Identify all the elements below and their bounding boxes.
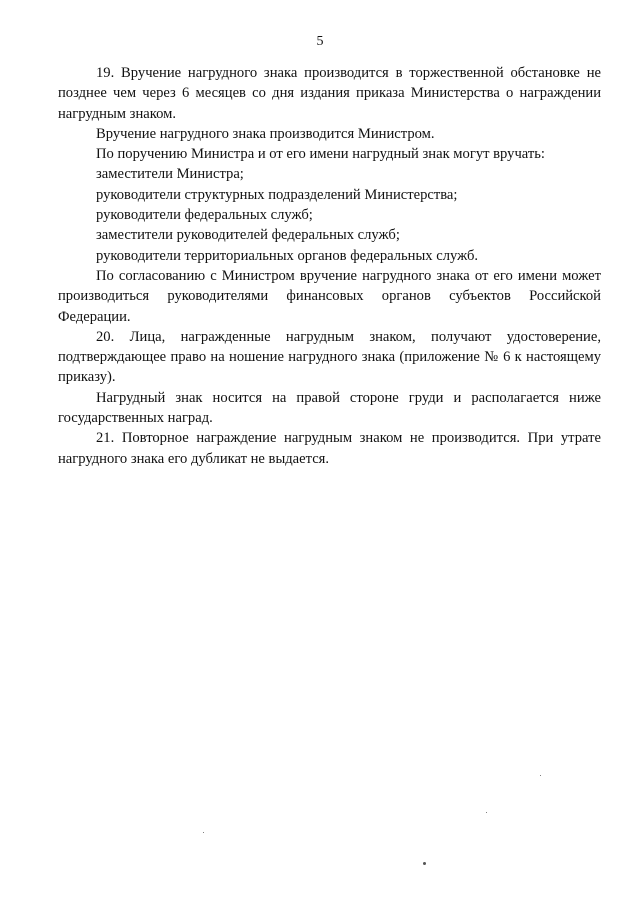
paragraph-delegation: По поручению Министра и от его имени нагрудный знак могут вручать:	[96, 146, 545, 163]
list-item-territorial-body-heads: руководители территориальных органов федеральных служб.	[96, 247, 479, 264]
page-number: 5	[316, 34, 324, 49]
paragraph-19: 19. Вручение нагрудного знака производится в торжественной обстановке не позднее чем через 6 месяцев со дня издания приказа Министерства о награждении нагрудным знаком.	[58, 65, 601, 122]
document-body	[58, 63, 601, 469]
list-item-federal-service-deputies: заместители руководителей федеральных служб;	[96, 227, 400, 244]
paragraph-21: 21. Повторное награждение нагрудным знаком не производится. При утрате нагрудного знака его дубликат не выдается.	[58, 430, 601, 467]
list-item-federal-service-heads: руководители федеральных служб;	[96, 207, 313, 224]
list-item-deputy-ministers: заместители Министра;	[96, 166, 244, 183]
paragraph-wearing: Нагрудный знак носится на правой стороне груди и располагается ниже государственных наград.	[58, 389, 601, 427]
paragraph-20: 20. Лица, награжденные нагрудным знаком, получают удостоверение, подтверждающее право на ношение нагрудного знака (приложение № 6 к настоящему приказу).	[58, 328, 601, 386]
paragraph-presenter: Вручение нагрудного знака производится Министром.	[96, 125, 435, 142]
list-item-department-heads: руководители структурных подразделений Министерства;	[96, 186, 458, 203]
paragraph-regional-finance: По согласованию с Министром вручение нагрудного знака от его имени может производиться руководителями финансовых органов субъектов Российской Федерации.	[58, 267, 601, 325]
